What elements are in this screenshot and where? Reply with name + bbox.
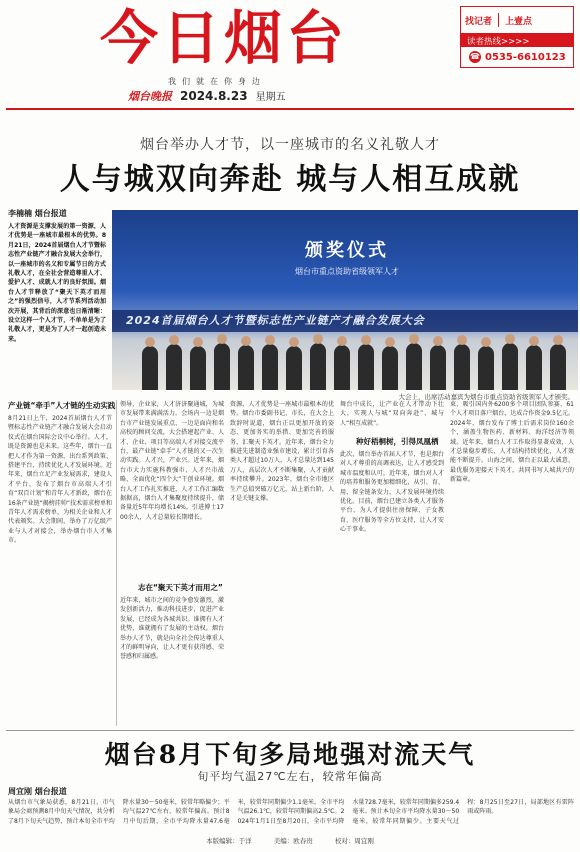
lead-byline: 李楠楠 烟台报道 [8,209,67,218]
subhead-industry-chain: 产业链“牵手”人才链的生动实践 [8,401,116,410]
weather-body: 从烟台市气象局获悉，8月21日，市气象局会商预测8月中旬天气情况，共分析了8月下旬天气趋势，预计本旬全市平均降水量30～50毫米，较常年略偏少；平均气温27℃左右，较常年偏高。预计8月中旬后期，全市平均降水量47.6毫米，较常年同期偏少1.1毫米。全市平均气温26.1℃，较常年同期偏高2.5℃。2024年1月1日至8月20日，全市平均降水量728.7毫米，较常年同期偏多259.4毫米。预计本旬全市平均降水量30～50毫米，较常年同期偏少。主要天气过程：8月25日至27日，局部地区有雷阵雨或阵雨。 [8,799,574,825]
photo-event-strip: 2024首届烟台人才节暨标志性产业链产才融合发展大会 [112,310,578,332]
issue-date: 2024.8.23 [180,89,248,103]
photo-caption: 大会上，出席活动嘉宾为烟台市重点资助省级领军人才颁奖。 [398,393,574,401]
subhead-phoenix-tree: 种好梧桐树，引得凤凰栖 [356,437,439,446]
footer-editor: 本版编辑：于洋 [206,837,252,845]
phone-icon: ☎ [470,52,480,61]
newspaper-motto: 我们就在你身边 [168,77,266,86]
reader-hotline-box [460,6,574,68]
masthead-rule [6,108,574,110]
lead-kicker: 烟台举办人才节，以一座城市的名义礼敬人才 [140,137,440,153]
photo-stage-banner [252,236,442,296]
app-label: 上壹点 [505,16,533,27]
photo-banner-title: 颁奖仪式 [305,240,389,261]
find-reporter-label: 找记者 [465,16,493,27]
brand-logo-text: 烟台晚报 [128,90,172,103]
photo-award-recipients [112,334,578,390]
lead-column-3: 资源，人才优势是一座城市最根本的优势。烟台市委副书记、市长，在大会上致辞时说道，烟台正以更加开放的姿态、更加务实的举措、更加完善的服务，汇聚天下英才。近年来，烟台全力推进先进制造业强市建设，累计引育各类人才超过10万人，人才总量达到145万人，高层次人才不断集聚，人才贡献率持续攀升。2023年，烟台全市地区生产总值突破万亿元，站上新台阶，人才是关键支撑。 [230,401,334,503]
hotline-phone [461,47,573,63]
phone-number: 0535-6610123 [485,51,566,63]
weather-byline: 周宜刚 烟台报道 [8,787,67,796]
weather-subhead: 旬平均气温27℃左右，较常年偏高 [197,770,383,783]
lead-column-4: 舞台中成长，让产业在人才带动下壮大，实现人与城“双向奔赴”、城与人“相互成就”。 [340,401,444,427]
photo-banner-sub: 烟台市重点资助省级领军人才 [295,267,399,276]
footer-proof: 校对：周宜刚 [334,837,374,845]
issue-weekday: 星期五 [255,92,286,103]
issue-info [128,88,286,104]
lead-column-2b: 近年来，城市之间的竞争愈发激烈，激发创新活力，推动科技进步，促进产业发展，已经成为各城共识。谁拥有人才优势，谁就拥有了发展的主动权。烟台举办人才节，就是向全社会传达尊重人才的鲜明导向，让人才更有获得感、荣誉感和归属感。 [120,597,224,661]
lead-column-2: 领导，企业家，人才济济聚通城，为城市发展带来满满活力。会场内一边是烟台市产业链发展重点、一边是面向和名高校的顾问交流，大会搭建起产业、人才、企业、项目等高端人才对接交流平台，最产业链“牵手”人才链的又一次生动实践。人才兴，产业兴。近年来，烟台市大力实施科教强市、人才兴市战略，全面优化“四个大”干创业环境。烟台人才工作扎实推进，人才工作汇编数据据高，烟台人才集聚度持续提升，储备量近5年年均增长14%，引进博士1700余人，人才总量较长期增长。 [120,401,224,521]
page-footer [0,836,580,845]
divider [498,13,499,27]
lead-column-4b: 此次，烟台举办首届人才节，也是烟台对人才尊重的高调表达，让人才感受到城市温度和认可。近年来，烟台对人才的培养和服务更加精细化，从引、育、用、留全链条发力，人才发展环境持续优化。目前，烟台已建立各类人才服务平台，为人才提供住房保障、子女教育、医疗服务等全方位支持，让人才安心干事业。 [340,451,444,534]
column-divider [116,400,117,726]
footer-design: 美编：欧春贵 [273,837,313,845]
lead-intro: 人才资源是支撑发展的第一资源，人才优势是一座城市最根本的优势。8月21日，2024首届烟台人才节暨标志性产业链产才融合发展大会举行，以一座城市的名义和专属节日的方式礼敬人才，在全社会营造尊重人才、爱护人才、成就人才的良好氛围。烟台人才节释放了“聚天下英才而用之”的强烈信号，人才节系列活动加次开展，其背后的深意也日渐清晰：设立这样一个人才节，不单单是为了礼敬人才，更是为了人才一起创造未来。 [8,223,106,343]
weather-headline: 烟台8月下旬多局地强对流天气 [104,740,476,769]
award-ceremony-photo [112,210,578,390]
subhead-gather-talent: 志在“聚天下英才而用之” [138,583,223,592]
newspaper-title: 今日烟台 [100,4,349,72]
lead-column-1: 8月21日上午，2024首届烟台人才节暨标志性产业链产才融合发展大会启动仪式在烟台国际会议中心举行。人才，既是资源也是未来。这些年，烟台一直把人才作为第一资源，出台系列政策、搭建平台，持续优化人才发展环境。近年来，烟台立足产业发展需求，建设人才平台，发布了烟台市高端人才引育“双百计划”和青年人才新政，烟台在16条产业链“揭榜挂帅”技术需求榜单和青年人才需求榜单，为相关企业和人才代表颁奖。大会期间，举办了万亿级产业与人才对接会，举办烟台市人才集市。 [8,415,112,545]
lead-column-5: 束，吸引国内外6200多个项目团队参赛，61个人才项目落户烟台，达成合作资金9.5亿元。2024年，烟台发布了博士后需求岗位160余个，涵盖生物医药、新材料、海洋经济等领域。近年来，烟台人才工作取得显著成效，人才总量稳步增长，人才结构持续优化，人才效能不断提升。山海之间，烟台正以最大诚意、最优服务迎接天下英才，共同书写人城共兴的新篇章。 [450,401,574,484]
hotline-band: 读者热线>>>> [461,33,573,47]
section-divider [6,730,574,731]
masthead [0,0,580,107]
lead-headline: 人与城双向奔赴 城与人相互成就 [59,162,521,197]
